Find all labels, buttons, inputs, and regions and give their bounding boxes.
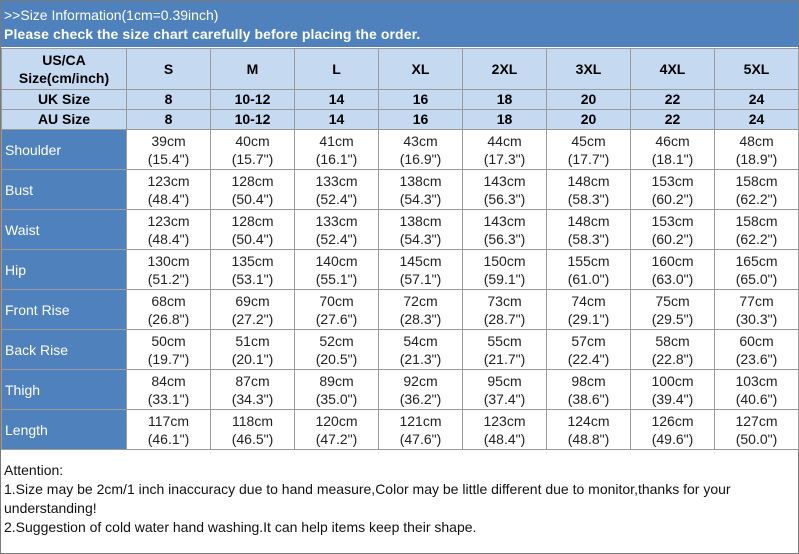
measurement-label: Back Rise [2, 330, 127, 370]
cm-value: 143cm [483, 172, 526, 189]
uk-size-label: UK Size [2, 90, 127, 110]
inch-value: (52.4") [315, 190, 358, 207]
size-header: M [211, 49, 295, 90]
inch-value: (26.8") [147, 310, 190, 327]
measurement-label: Waist [2, 210, 127, 250]
inch-value: (56.3") [483, 190, 526, 207]
measurement-row [2, 330, 799, 370]
inch-value: (47.6") [399, 430, 442, 447]
measurement-cell [463, 250, 547, 290]
measurement-cell [631, 370, 715, 410]
cm-value: 84cm [151, 372, 186, 389]
measurement-cell [211, 290, 295, 330]
measurement-cell [547, 290, 631, 330]
measurement-cell [127, 290, 211, 330]
measurement-cell [211, 170, 295, 210]
measurement-label: Thigh [2, 370, 127, 410]
au-size-cell: 22 [631, 110, 715, 130]
inch-value: (48.4") [483, 430, 526, 447]
au-size-cell: 18 [463, 110, 547, 130]
measurement-row [2, 410, 799, 450]
inch-value: (15.4") [147, 150, 190, 167]
inch-value: (58.3") [567, 190, 610, 207]
inch-value: (37.4") [483, 390, 526, 407]
cm-value: 95cm [487, 372, 522, 389]
measurement-cell [127, 170, 211, 210]
measurement-cell [127, 250, 211, 290]
cm-value: 43cm [403, 132, 438, 149]
measurement-cell [211, 370, 295, 410]
cm-value: 123cm [147, 172, 190, 189]
size-header: 5XL [715, 49, 799, 90]
measurement-label: Front Rise [2, 290, 127, 330]
cm-value: 68cm [151, 292, 186, 309]
attention-note-1: 1.Size may be 2cm/1 inch inaccuracy due to hand measure,Color may be little different due to monitor,thanks for your understanding! [4, 481, 731, 516]
inch-value: (16.9") [399, 150, 442, 167]
cm-value: 135cm [231, 252, 274, 269]
measurement-cell [127, 410, 211, 450]
measurement-cell [547, 330, 631, 370]
inch-value: (65.0") [735, 270, 778, 287]
inch-value: (28.3") [399, 310, 442, 327]
measurement-cell [379, 170, 463, 210]
inch-value: (54.3") [399, 190, 442, 207]
inch-value: (50.4") [231, 230, 274, 247]
measurement-cell [295, 290, 379, 330]
cm-value: 73cm [487, 292, 522, 309]
au-size-cell: 24 [715, 110, 799, 130]
inch-value: (22.8") [651, 350, 694, 367]
cm-value: 54cm [403, 332, 438, 349]
inch-value: (30.3") [735, 310, 778, 327]
inch-value: (58.3") [567, 230, 610, 247]
size-header: 3XL [547, 49, 631, 90]
inch-value: (62.2") [735, 230, 778, 247]
measurement-cell [211, 250, 295, 290]
uk-size-cell: 20 [547, 90, 631, 110]
measurement-cell [463, 370, 547, 410]
cm-value: 70cm [319, 292, 354, 309]
cm-value: 133cm [315, 172, 358, 189]
uk-size-cell: 8 [127, 90, 211, 110]
cm-value: 126cm [651, 412, 694, 429]
inch-value: (46.5") [231, 430, 274, 447]
inch-value: (39.4") [651, 390, 694, 407]
inch-value: (34.3") [231, 390, 274, 407]
cm-value: 158cm [735, 212, 778, 229]
cm-value: 158cm [735, 172, 778, 189]
cm-value: 74cm [571, 292, 606, 309]
corner-label [2, 49, 127, 90]
inch-value: (49.6") [651, 430, 694, 447]
inch-value: (48.4") [147, 190, 190, 207]
cm-value: 120cm [315, 412, 358, 429]
cm-value: 155cm [567, 252, 610, 269]
measurement-cell [715, 170, 799, 210]
inch-value: (57.1") [399, 270, 442, 287]
measurement-label: Bust [2, 170, 127, 210]
attention-notes [1, 450, 798, 537]
measurement-cell [715, 290, 799, 330]
au-size-cell: 14 [295, 110, 379, 130]
size-header: XL [379, 49, 463, 90]
inch-value: (23.6") [735, 350, 778, 367]
cm-value: 72cm [403, 292, 438, 309]
inch-value: (59.1") [483, 270, 526, 287]
measurement-cell [295, 170, 379, 210]
au-size-cell: 10-12 [211, 110, 295, 130]
measurement-row [2, 290, 799, 330]
inch-value: (38.6") [567, 390, 610, 407]
cm-value: 40cm [235, 132, 270, 149]
cm-value: 138cm [399, 212, 442, 229]
inch-value: (53.1") [231, 270, 274, 287]
inch-value: (29.1") [567, 310, 610, 327]
measurement-cell [631, 170, 715, 210]
measurement-cell [127, 210, 211, 250]
inch-value: (40.6") [735, 390, 778, 407]
cm-value: 150cm [483, 252, 526, 269]
cm-value: 55cm [487, 332, 522, 349]
measurement-cell [631, 290, 715, 330]
measurement-cell [631, 250, 715, 290]
inch-value: (17.7") [567, 150, 610, 167]
size-table [1, 48, 799, 450]
inch-value: (62.2") [735, 190, 778, 207]
measurement-cell [631, 130, 715, 170]
inch-value: (51.2") [147, 270, 190, 287]
inch-value: (56.3") [483, 230, 526, 247]
au-size-cell: 20 [547, 110, 631, 130]
cm-value: 98cm [571, 372, 606, 389]
inch-value: (46.1") [147, 430, 190, 447]
inch-value: (28.7") [483, 310, 526, 327]
measurement-cell [379, 250, 463, 290]
measurement-label: Hip [2, 250, 127, 290]
inch-value: (15.7") [231, 150, 274, 167]
measurement-cell [715, 210, 799, 250]
attention-title: Attention: [4, 462, 64, 478]
uk-size-cell: 10-12 [211, 90, 295, 110]
size-info-header [1, 1, 798, 48]
cm-value: 127cm [735, 412, 778, 429]
uk-size-cell: 14 [295, 90, 379, 110]
measurement-cell [379, 210, 463, 250]
cm-value: 58cm [655, 332, 690, 349]
measurement-cell [211, 210, 295, 250]
size-table-body [2, 49, 799, 450]
attention-note-2: 2.Suggestion of cold water hand washing.It can help items keep their shape. [4, 519, 477, 535]
cm-value: 92cm [403, 372, 438, 389]
cm-value: 143cm [483, 212, 526, 229]
cm-value: 103cm [735, 372, 778, 389]
inch-value: (60.2") [651, 190, 694, 207]
cm-value: 75cm [655, 292, 690, 309]
inch-value: (27.6") [315, 310, 358, 327]
inch-value: (17.3") [483, 150, 526, 167]
measurement-cell [211, 330, 295, 370]
uk-size-cell: 24 [715, 90, 799, 110]
inch-value: (61.0") [567, 270, 610, 287]
uk-size-cell: 18 [463, 90, 547, 110]
measurement-cell [547, 370, 631, 410]
measurement-cell [715, 370, 799, 410]
inch-value: (50.0") [735, 430, 778, 447]
measurement-cell [631, 210, 715, 250]
measurement-cell [463, 130, 547, 170]
cm-value: 45cm [571, 132, 606, 149]
cm-value: 50cm [151, 332, 186, 349]
measurement-cell [211, 130, 295, 170]
size-header: L [295, 49, 379, 90]
cm-value: 165cm [735, 252, 778, 269]
measurement-cell [631, 330, 715, 370]
measurement-row [2, 250, 799, 290]
cm-value: 148cm [567, 212, 610, 229]
uk-size-cell: 22 [631, 90, 715, 110]
measurement-cell [463, 330, 547, 370]
inch-value: (36.2") [399, 390, 442, 407]
measurement-cell [379, 370, 463, 410]
measurement-cell [463, 290, 547, 330]
inch-value: (33.1") [147, 390, 190, 407]
inch-value: (63.0") [651, 270, 694, 287]
measurement-cell [127, 130, 211, 170]
measurement-cell [547, 170, 631, 210]
cm-value: 153cm [651, 212, 694, 229]
measurement-cell [463, 410, 547, 450]
au-size-cell: 16 [379, 110, 463, 130]
measurement-cell [715, 330, 799, 370]
measurement-cell [547, 250, 631, 290]
measurement-row [2, 130, 799, 170]
cm-value: 39cm [151, 132, 186, 149]
measurement-row [2, 210, 799, 250]
measurement-cell [295, 410, 379, 450]
inch-value: (21.7") [483, 350, 526, 367]
cm-value: 117cm [148, 412, 189, 429]
measurement-cell [715, 130, 799, 170]
cm-value: 41cm [319, 132, 354, 149]
cm-value: 140cm [315, 252, 358, 269]
inch-value: (22.4") [567, 350, 610, 367]
inch-value: (48.4") [147, 230, 190, 247]
cm-value: 57cm [571, 332, 606, 349]
uk-size-row [2, 90, 799, 110]
inch-value: (27.2") [231, 310, 274, 327]
cm-value: 148cm [567, 172, 610, 189]
measurement-cell [379, 130, 463, 170]
cm-value: 124cm [567, 412, 610, 429]
inch-value: (52.4") [315, 230, 358, 247]
cm-value: 44cm [487, 132, 522, 149]
measurement-cell [379, 330, 463, 370]
inch-value: (35.0") [315, 390, 358, 407]
inch-value: (48.8") [567, 430, 610, 447]
au-size-cell: 8 [127, 110, 211, 130]
cm-value: 160cm [651, 252, 694, 269]
measurement-cell [547, 210, 631, 250]
measurement-cell [631, 410, 715, 450]
measurement-cell [295, 370, 379, 410]
cm-value: 121cm [399, 412, 442, 429]
cm-value: 123cm [147, 212, 190, 229]
measurement-cell [127, 370, 211, 410]
inch-value: (16.1") [315, 150, 358, 167]
corner-label-text: US/CA Size(cm/inch) [18, 52, 110, 86]
cm-value: 60cm [739, 332, 774, 349]
cm-value: 48cm [739, 132, 774, 149]
inch-value: (18.1") [651, 150, 694, 167]
measurement-cell [127, 330, 211, 370]
measurement-cell [295, 130, 379, 170]
inch-value: (20.1") [231, 350, 274, 367]
cm-value: 128cm [231, 172, 274, 189]
size-header: 4XL [631, 49, 715, 90]
cm-value: 130cm [147, 252, 190, 269]
cm-value: 89cm [319, 372, 354, 389]
measurement-cell [547, 130, 631, 170]
measurement-cell [211, 410, 295, 450]
inch-value: (20.5") [315, 350, 358, 367]
measurement-label: Length [2, 410, 127, 450]
cm-value: 87cm [235, 372, 270, 389]
size-header: 2XL [463, 49, 547, 90]
inch-value: (55.1") [315, 270, 358, 287]
cm-value: 138cm [399, 172, 442, 189]
measurement-cell [715, 250, 799, 290]
cm-value: 133cm [315, 212, 358, 229]
measurement-cell [295, 250, 379, 290]
measurement-cell [463, 210, 547, 250]
cm-value: 128cm [231, 212, 274, 229]
us-size-row [2, 49, 799, 90]
inch-value: (54.3") [399, 230, 442, 247]
cm-value: 46cm [655, 132, 690, 149]
inch-value: (50.4") [231, 190, 274, 207]
measurement-cell [379, 290, 463, 330]
measurement-cell [379, 410, 463, 450]
header-title: >>Size Information(1cm=0.39inch) [4, 7, 219, 23]
au-size-row [2, 110, 799, 130]
inch-value: (18.9") [735, 150, 778, 167]
cm-value: 145cm [399, 252, 442, 269]
measurement-cell [295, 330, 379, 370]
inch-value: (29.5") [651, 310, 694, 327]
cm-value: 52cm [319, 332, 354, 349]
measurement-cell [547, 410, 631, 450]
measurement-row [2, 370, 799, 410]
cm-value: 123cm [483, 412, 526, 429]
au-size-label: AU Size [2, 110, 127, 130]
cm-value: 118cm [232, 412, 273, 429]
measurement-cell [715, 410, 799, 450]
measurement-label: Shoulder [2, 130, 127, 170]
cm-value: 153cm [651, 172, 694, 189]
measurement-cell [463, 170, 547, 210]
measurement-cell [295, 210, 379, 250]
inch-value: (60.2") [651, 230, 694, 247]
header-instruction: Please check the size chart carefully before placing the order. [4, 26, 421, 42]
inch-value: (21.3") [399, 350, 442, 367]
cm-value: 51cm [235, 332, 270, 349]
inch-value: (19.7") [147, 350, 190, 367]
measurement-row [2, 170, 799, 210]
uk-size-cell: 16 [379, 90, 463, 110]
cm-value: 100cm [651, 372, 694, 389]
size-header: S [127, 49, 211, 90]
cm-value: 77cm [739, 292, 774, 309]
cm-value: 69cm [235, 292, 270, 309]
inch-value: (47.2") [315, 430, 358, 447]
